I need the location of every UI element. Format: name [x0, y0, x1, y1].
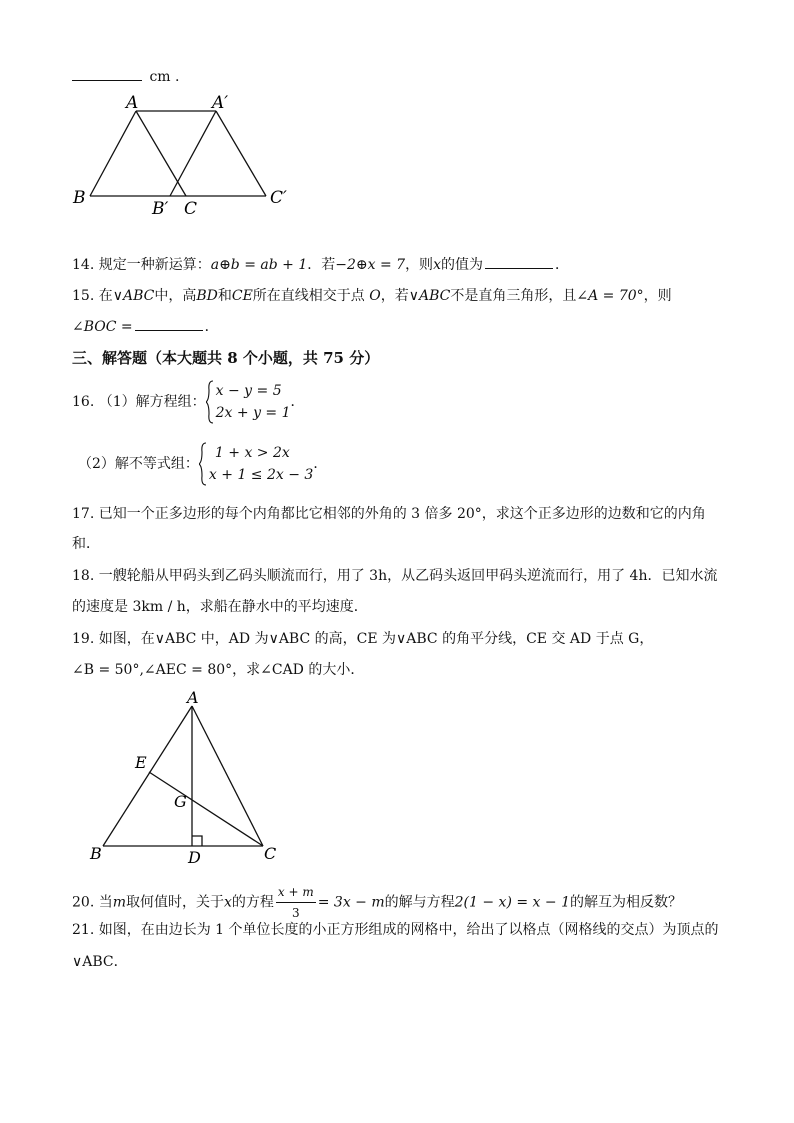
question-14: 14. 规定一种新运算：a⊕b = ab + 1．若−2⊕x = 7，则x的值为 ．: [72, 254, 569, 275]
answer-blank: [135, 316, 203, 331]
question-17-line2: 和．: [72, 536, 100, 552]
label-B-prime: B′: [152, 199, 169, 219]
answer-line-13: [72, 66, 179, 87]
brace-icon: [199, 442, 207, 486]
label-D: D: [188, 848, 201, 867]
label-B: B: [90, 844, 102, 863]
equation-system: x − y = 5 2x + y = 1: [206, 380, 291, 424]
unit-label: cm .: [149, 69, 180, 85]
answer-blank: [485, 254, 553, 269]
question-16-part2: （2）解不等式组： 1 + x > 2x x + 1 ≤ 2x − 3 ．: [72, 442, 327, 486]
translation-figure: [68, 92, 328, 222]
label-C: C: [264, 844, 277, 863]
answer-blank: [72, 66, 142, 81]
label-C-prime: C′: [270, 188, 287, 208]
question-18-line2: 的速度是 3km / h，求船在静水中的平均速度．: [72, 599, 368, 615]
question-15-line2: ∠BOC = ．: [72, 316, 219, 337]
question-17-line1: 17. 已知一个正多边形的每个内角都比它相邻的外角的 3 倍多 20°，求这个正多边形的边数和它的内角: [72, 506, 706, 522]
label-B: B: [73, 188, 86, 208]
inequality-system: 1 + x > 2x x + 1 ≤ 2x − 3: [199, 442, 313, 486]
triangle-figure: [86, 690, 286, 870]
fraction: $\frac{x + m}{3}$: [276, 882, 316, 923]
question-21-line1: 21. 如图，在由边长为 1 个单位长度的小正方形组成的网格中，给出了以格点（网格线的交点）为顶点的: [72, 922, 719, 938]
label-G: G: [174, 792, 187, 811]
question-18-line1: 18. 一艘轮船从甲码头到乙码头顺流而行，用了 3h，从乙码头返回甲码头逆流而行，用了 4h．已知水流: [72, 568, 718, 584]
question-19-line2: ∠B = 50°,∠AEC = 80°，求∠CAD 的大小．: [72, 662, 365, 678]
label-E: E: [135, 753, 147, 772]
question-16-part1: 16. （1）解方程组： x − y = 5 2x + y = 1 ．: [72, 380, 305, 424]
question-21-line2: ∨ABC．: [72, 954, 128, 970]
label-A-prime: A′: [212, 93, 229, 113]
question-20: 20. 当m取何值时，关于x的方程 $\frac{x + m}{3}$ = 3x − m的解与方程2(1 − x) = x − 1的解互为相反数？: [72, 882, 682, 923]
label-A: A: [187, 690, 199, 707]
question-15-line1: 15. 在∨ABC中，高BD和CE所在直线相交于点 O，若∨ABC不是直角三角形，且∠A = 70°，则: [72, 288, 672, 304]
label-A: A: [126, 93, 139, 113]
label-C: C: [184, 199, 198, 219]
question-19-line1: 19. 如图，在∨ABC 中，AD 为∨ABC 的高，CE 为∨ABC 的角平分线，CE 交 AD 于点 G，: [72, 631, 654, 647]
section-title: 三、解答题（本大题共 8 个小题，共 75 分）: [72, 349, 380, 367]
brace-icon: [206, 380, 214, 424]
